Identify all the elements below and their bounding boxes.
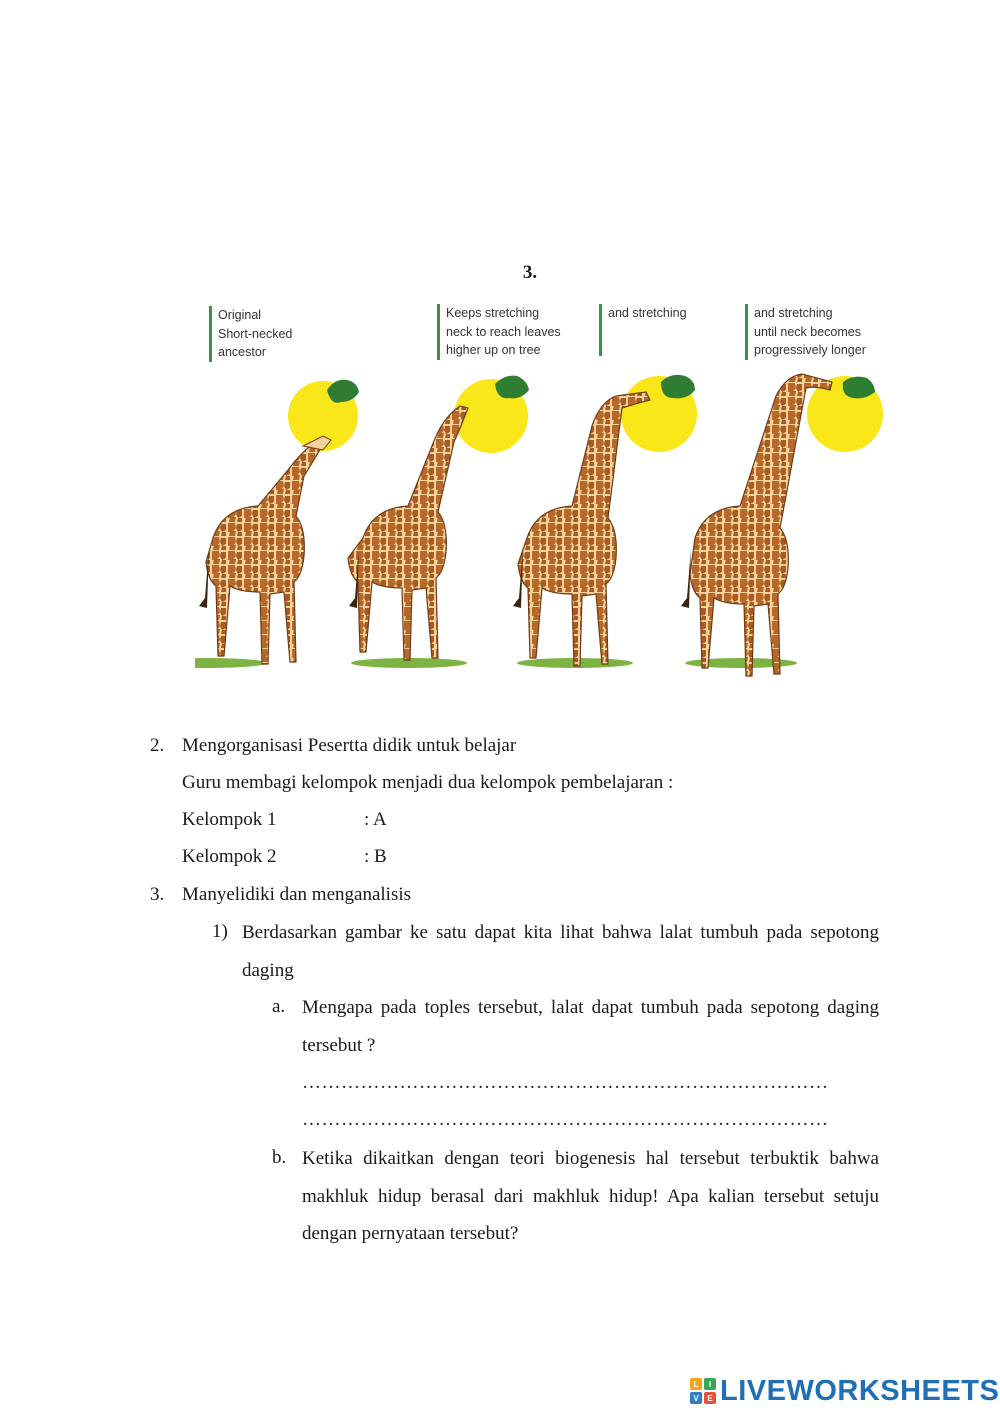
caption-1-line: Original (218, 308, 262, 322)
logo-mark-letter: I (704, 1378, 716, 1390)
caption-1-line: ancestor (218, 345, 266, 359)
section-3-number: 3. (150, 884, 165, 905)
question-a-text: Mengapa pada toples tersebut, lalat dapat tumbuh pada sepotong daging tersebut ? (302, 997, 879, 1056)
logo-mark-icon (690, 1378, 716, 1404)
section-2-number: 2. (150, 735, 165, 756)
item-1-text: Berdasarkan gambar ke satu dapat kita lihat bahwa lalat tumbuh pada sepotong daging (242, 922, 879, 981)
giraffe-4 (681, 374, 883, 676)
caption-4-line: and stretching (754, 306, 833, 320)
section-2-title: Mengorganisasi Pesertta didik untuk belajar (182, 735, 517, 756)
question-b-letter: b. (272, 1147, 287, 1168)
section-2-intro: Guru membagi kelompok menjadi dua kelompok pembelajaran : (182, 772, 674, 793)
liveworksheets-logo (690, 1374, 999, 1408)
giraffes-drawing (195, 298, 885, 678)
answer-a-line-2[interactable]: ……………………………………………………………………… (302, 1109, 829, 1130)
logo-text: LIVEWORKSHEETS (720, 1374, 1000, 1407)
figure-number: 3. (522, 262, 538, 283)
group-2-label: Kelompok 2 (182, 846, 277, 867)
giraffe-evolution-figure (195, 298, 885, 678)
answer-a-line-1[interactable]: ……………………………………………………………………… (302, 1072, 829, 1093)
caption-4-line: until neck becomes (754, 324, 862, 339)
giraffe-1 (195, 380, 359, 668)
section-3-title: Manyelidiki dan menganalisis (182, 884, 412, 905)
caption-1-line: Short-necked (218, 326, 293, 341)
logo-mark-letter: E (704, 1392, 716, 1404)
giraffe-2 (348, 376, 529, 668)
caption-3-line: and stretching (608, 306, 687, 320)
item-1-number: 1) (212, 921, 228, 942)
question-b-text: Ketika dikaitkan dengan teori biogenesis hal tersebut terbuktik bahwa makhluk hidup berasal dari makhluk hidup! Apa kalian tersebut setuju dengan pernyataan tersebut? (302, 1148, 879, 1244)
group-1-label: Kelompok 1 (182, 809, 277, 830)
logo-mark-letter: L (690, 1378, 702, 1390)
logo-mark-letter: V (690, 1392, 702, 1404)
question-a-letter: a. (272, 996, 286, 1017)
caption-2-line: Keeps stretching (446, 306, 540, 320)
giraffe-3 (513, 375, 697, 668)
group-2-value: : B (364, 846, 387, 867)
caption-2-line: neck to reach leaves (446, 324, 561, 339)
group-1-value: : A (364, 809, 387, 830)
caption-2-line: higher up on tree (446, 343, 541, 357)
caption-4-line: progressively longer (754, 343, 866, 357)
